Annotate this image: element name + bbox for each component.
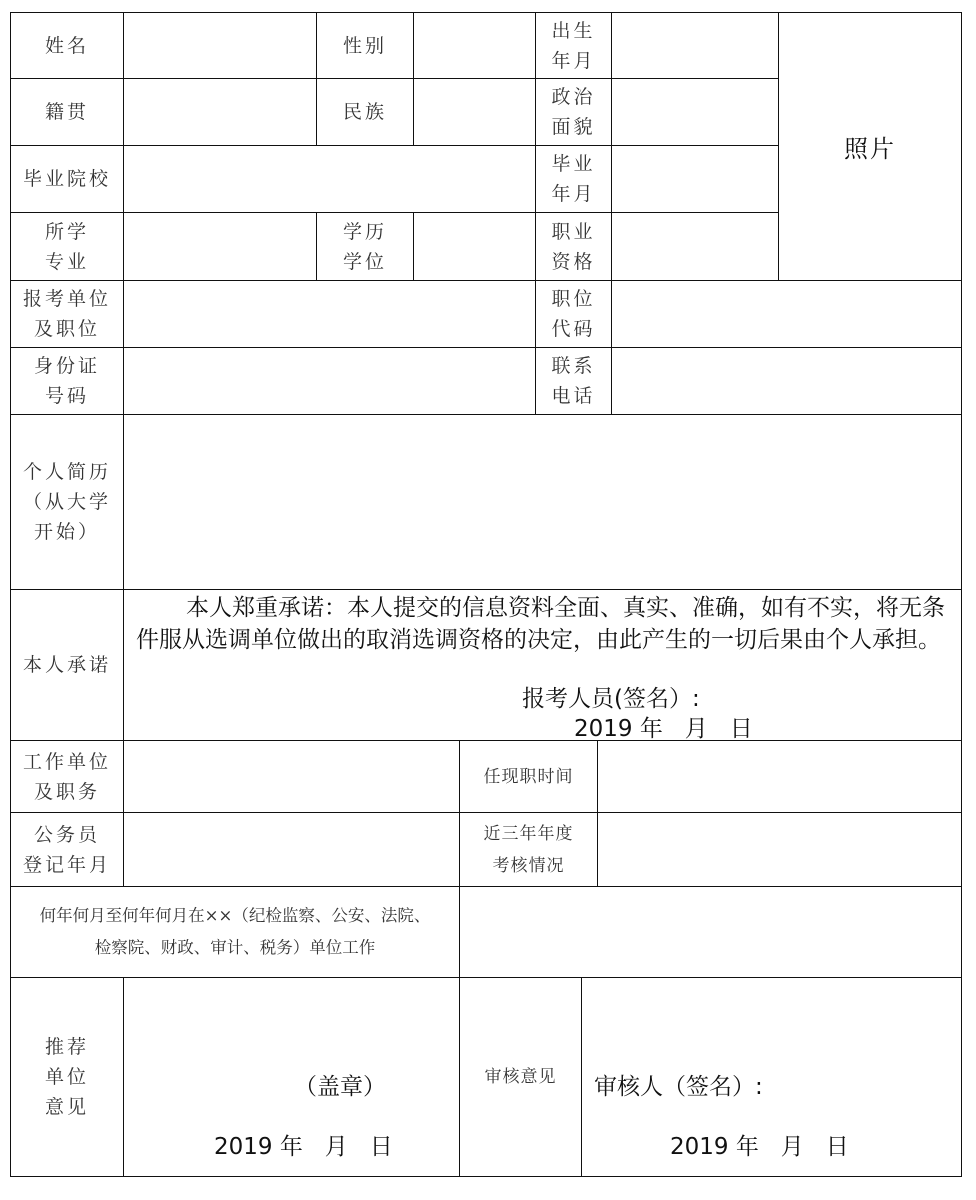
label-name (10, 12, 124, 79)
political-status-field[interactable] (611, 78, 779, 146)
label-id-number-text: 身份证 号码 (33, 355, 100, 407)
label-review (459, 977, 582, 1177)
degree-field[interactable] (413, 212, 536, 281)
label-recommend (10, 977, 124, 1177)
label-resume-text: 个人简历 （从大学 开始） (22, 461, 111, 543)
pledge-date: 2019 年 月 日 (574, 716, 753, 742)
label-review-text: 审核意见 (484, 1067, 557, 1087)
label-ethnicity (316, 78, 414, 146)
label-annual-review (459, 812, 598, 887)
label-degree-text: 学历 学位 (342, 220, 387, 273)
graduation-date-field[interactable] (611, 145, 779, 213)
pledge-box (123, 589, 962, 741)
native-place-field[interactable] (123, 78, 317, 146)
label-special-work (10, 886, 460, 978)
pledge-statement: 本人郑重承诺：本人提交的信息资料全面、真实、准确，如有不实，将无条件服从选调单位做出的取消选调资格的决定，由此产生的一切后果由个人承担。 (136, 595, 945, 653)
label-applied-unit (10, 280, 124, 348)
ethnicity-field[interactable] (413, 78, 536, 146)
review-date: 2019 年 月 日 (670, 1134, 849, 1160)
recommend-date: 2019 年 月 日 (214, 1134, 393, 1160)
label-recommend-text: 推荐 单位 意见 (44, 1036, 89, 1118)
label-degree (316, 212, 414, 281)
label-birth (535, 12, 612, 79)
pledge-signature-line[interactable]: 报考人员(签名）: (522, 686, 700, 712)
current-position-time-field[interactable] (597, 740, 962, 813)
special-work-field[interactable] (459, 886, 962, 978)
label-school-text: 毕业院校 (22, 168, 111, 190)
label-position-code (535, 280, 612, 348)
label-graduation-date-text: 毕业 年月 (551, 153, 596, 205)
phone-field[interactable] (611, 347, 962, 415)
label-major (10, 212, 124, 281)
label-resume (10, 414, 124, 590)
label-phone (535, 347, 612, 415)
review-box[interactable] (581, 977, 962, 1177)
label-special-work-text: 何年何月至何年何月在××（纪检监察、公安、法院、 检察院、财政、审计、税务）单位工作 (39, 906, 431, 957)
birth-field[interactable] (611, 12, 779, 79)
civil-servant-reg-field[interactable] (123, 812, 460, 887)
gender-field[interactable] (413, 12, 536, 79)
photo-label: 照片 (844, 135, 896, 163)
label-name-text: 姓名 (44, 34, 89, 57)
label-graduation-date (535, 145, 612, 213)
photo-box[interactable] (778, 12, 962, 281)
id-number-field[interactable] (123, 347, 536, 415)
resume-field[interactable] (123, 414, 962, 590)
label-civil-servant-reg-text: 公务员 登记年月 (22, 823, 111, 876)
label-id-number (10, 347, 124, 415)
label-native-place-text: 籍贯 (44, 101, 89, 123)
label-school (10, 145, 124, 213)
recommend-box[interactable] (123, 977, 460, 1177)
label-qualification-text: 职业 资格 (551, 220, 596, 273)
qualification-field[interactable] (611, 212, 779, 281)
label-birth-text: 出生 年月 (551, 19, 596, 72)
label-civil-servant-reg (10, 812, 124, 887)
label-current-position-time-text: 任现职时间 (483, 766, 574, 787)
label-work-unit (10, 740, 124, 813)
label-pledge (10, 589, 124, 741)
label-annual-review-text: 近三年年度 考核情况 (483, 823, 574, 876)
label-political-status (535, 78, 612, 146)
name-field[interactable] (123, 12, 317, 79)
label-phone-text: 联系 电话 (551, 355, 596, 407)
position-code-field[interactable] (611, 280, 962, 348)
label-major-text: 所学 专业 (44, 220, 89, 273)
recommend-seal: （盖章） (294, 1074, 386, 1100)
major-field[interactable] (123, 212, 317, 281)
label-gender (316, 12, 414, 79)
applied-unit-field[interactable] (123, 280, 536, 348)
label-position-code-text: 职位 代码 (551, 288, 596, 340)
label-work-unit-text: 工作单位 及职务 (22, 750, 111, 803)
label-gender-text: 性别 (342, 34, 387, 57)
label-pledge-text: 本人承诺 (22, 654, 111, 676)
label-native-place (10, 78, 124, 146)
label-political-status-text: 政治 面貌 (551, 86, 596, 138)
label-ethnicity-text: 民族 (342, 101, 387, 123)
label-applied-unit-text: 报考单位 及职位 (22, 288, 111, 340)
reviewer-signature-line[interactable]: 审核人（签名）: (594, 1074, 763, 1100)
annual-review-field[interactable] (597, 812, 962, 887)
label-qualification (535, 212, 612, 281)
label-current-position-time (459, 740, 598, 813)
work-unit-field[interactable] (123, 740, 460, 813)
school-field[interactable] (123, 145, 536, 213)
